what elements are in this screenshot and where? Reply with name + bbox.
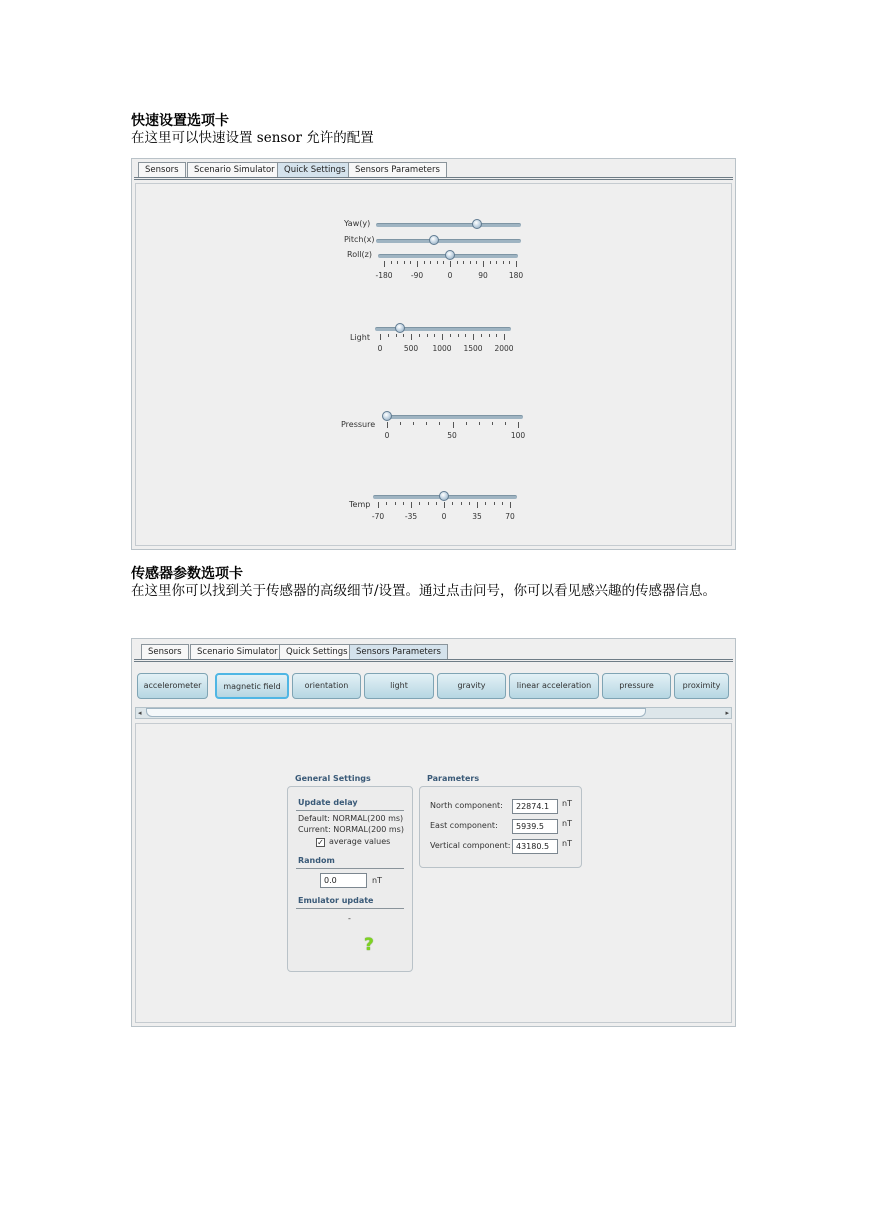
temp-slider-thumb[interactable] — [439, 491, 449, 501]
sensors-parameters-screenshot — [131, 638, 736, 1027]
tick-mark — [428, 502, 429, 505]
pressure-tick-marks — [387, 422, 518, 429]
tab-bar — [132, 159, 735, 183]
east-component-label: East component: — [430, 821, 498, 830]
tab-bar — [132, 639, 735, 663]
tick-mark — [510, 502, 511, 508]
tick-mark — [504, 334, 505, 340]
tick-mark — [395, 502, 396, 505]
quick-settings-panel — [135, 183, 732, 546]
orientation-tick-label: 0 — [447, 271, 453, 280]
current-delay-text: Current: NORMAL(200 ms) — [298, 825, 404, 834]
yaw-slider-thumb[interactable] — [472, 219, 482, 229]
tick-mark — [483, 261, 484, 267]
tick-mark — [411, 334, 412, 340]
emulator-update-value: - — [348, 914, 351, 923]
yaw-slider-track[interactable] — [376, 223, 521, 227]
orientation-tick-marks — [384, 261, 516, 268]
orientation-tick-label: -180 — [375, 271, 393, 280]
tick-mark — [386, 502, 387, 505]
tab-sensors-parameters[interactable]: Sensors Parameters — [348, 162, 447, 177]
tick-mark — [490, 261, 491, 264]
tab-sensors[interactable]: Sensors — [141, 644, 189, 659]
tick-mark — [458, 334, 459, 337]
yaw-label: Yaw(y) — [344, 219, 371, 228]
divider — [296, 908, 404, 909]
roll-slider-thumb[interactable] — [445, 250, 455, 260]
tick-mark — [518, 422, 519, 428]
update-delay-title: Update delay — [298, 798, 358, 807]
divider — [296, 868, 404, 869]
east-component-field[interactable]: 5939.5 — [512, 819, 558, 834]
tick-mark — [489, 334, 490, 337]
roll-label: Roll(z) — [347, 250, 372, 259]
pitch-label: Pitch(x) — [344, 235, 375, 244]
tick-mark — [436, 502, 437, 505]
tab-underline — [134, 177, 733, 180]
sensor-button-accelerometer[interactable]: accelerometer — [137, 673, 208, 699]
temp-tick-label: 70 — [505, 512, 515, 521]
quick-settings-heading: 快速设置选项卡 — [131, 113, 229, 129]
parameters-group — [419, 786, 582, 868]
tick-mark — [417, 261, 418, 267]
tick-mark — [444, 502, 445, 508]
parameters-title: Parameters — [427, 774, 480, 783]
sensor-button-proximity[interactable]: proximity — [674, 673, 729, 699]
light-tick-label: 1500 — [463, 344, 483, 353]
tick-mark — [503, 261, 504, 264]
north-component-field[interactable]: 22874.1 — [512, 799, 558, 814]
tab-scenario-simulator[interactable]: Scenario Simulator — [187, 162, 282, 177]
tick-mark — [434, 334, 435, 337]
tick-mark — [509, 261, 510, 264]
pressure-tick-labels — [384, 431, 526, 441]
tick-mark — [413, 422, 414, 425]
tick-mark — [469, 502, 470, 505]
tick-mark — [427, 334, 428, 337]
tick-mark — [485, 502, 486, 505]
pitch-slider-track[interactable] — [376, 239, 521, 243]
pressure-tick-label: 100 — [510, 431, 526, 440]
sensor-button-light[interactable]: light — [364, 673, 434, 699]
tick-mark — [450, 261, 451, 267]
divider — [296, 810, 404, 811]
quick-settings-description: 在这里可以快速设置 sensor 允许的配置 — [131, 130, 374, 146]
tick-mark — [502, 502, 503, 505]
sensor-parameters-panel — [135, 723, 732, 1023]
tab-sensors-parameters[interactable]: Sensors Parameters — [349, 644, 448, 659]
tick-mark — [419, 502, 420, 505]
temp-tick-label: 0 — [441, 512, 447, 521]
tick-mark — [450, 334, 451, 337]
tab-quick-settings[interactable]: Quick Settings — [277, 162, 353, 177]
random-input[interactable]: 0.0 — [320, 873, 367, 888]
random-unit: nT — [372, 876, 382, 885]
tick-mark — [470, 261, 471, 264]
quick-settings-screenshot — [131, 158, 736, 550]
general-settings-title: General Settings — [295, 774, 371, 783]
light-tick-label: 2000 — [494, 344, 514, 353]
orientation-tick-label: 180 — [508, 271, 524, 280]
random-title: Random — [298, 856, 335, 865]
tick-mark — [403, 502, 404, 505]
east-unit: nT — [562, 819, 572, 828]
tick-mark — [461, 502, 462, 505]
tick-mark — [476, 261, 477, 264]
tick-mark — [391, 261, 392, 264]
temp-tick-marks — [378, 502, 510, 509]
tick-mark — [496, 334, 497, 337]
light-tick-marks — [380, 334, 504, 341]
light-slider-thumb[interactable] — [395, 323, 405, 333]
north-component-label: North component: — [430, 801, 503, 810]
tick-mark — [410, 261, 411, 264]
light-tick-label: 500 — [403, 344, 419, 353]
sensor-button-orientation[interactable]: orientation — [292, 673, 361, 699]
north-unit: nT — [562, 799, 572, 808]
sensor-button-linear-acceleration[interactable]: linear acceleration — [509, 673, 599, 699]
tab-scenario-simulator[interactable]: Scenario Simulator — [190, 644, 285, 659]
tick-mark — [424, 261, 425, 264]
temp-tick-labels — [371, 512, 515, 522]
tick-mark — [452, 502, 453, 505]
tick-mark — [457, 261, 458, 264]
scroll-left-icon[interactable]: ◂ — [138, 709, 142, 717]
sensor-strip-scrollbar[interactable] — [135, 707, 732, 719]
sensor-button-gravity[interactable]: gravity — [437, 673, 506, 699]
tick-mark — [481, 334, 482, 337]
orientation-tick-label: -90 — [410, 271, 424, 280]
orientation-tick-labels — [375, 271, 524, 281]
tick-mark — [443, 261, 444, 264]
tick-mark — [380, 334, 381, 340]
pitch-slider-thumb[interactable] — [429, 235, 439, 245]
temp-label: Temp — [349, 500, 371, 509]
light-label: Light — [350, 333, 370, 342]
tick-mark — [437, 261, 438, 264]
tick-mark — [492, 422, 493, 425]
tick-mark — [384, 261, 385, 267]
temp-tick-label: -35 — [404, 512, 418, 521]
sensors-parameters-description: 在这里你可以找到关于传感器的高级细节/设置。通过点击问号，你可以看见感兴趣的传感器信息。 — [131, 583, 717, 599]
tick-mark — [453, 422, 454, 428]
tick-mark — [496, 261, 497, 264]
scrollbar-thumb[interactable] — [146, 708, 646, 717]
tick-mark — [466, 422, 467, 425]
tick-mark — [430, 261, 431, 264]
average-values-label: average values — [329, 837, 391, 846]
default-delay-text: Default: NORMAL(200 ms) — [298, 814, 404, 823]
pressure-slider-thumb[interactable] — [382, 411, 392, 421]
tab-underline — [134, 659, 733, 662]
pressure-tick-label: 0 — [384, 431, 390, 440]
pressure-tick-label: 50 — [447, 431, 457, 440]
vertical-component-field[interactable]: 43180.5 — [512, 839, 558, 854]
sensor-button-pressure[interactable]: pressure — [602, 673, 671, 699]
pressure-slider-track[interactable] — [384, 415, 523, 419]
tick-mark — [439, 422, 440, 425]
light-tick-labels — [377, 344, 514, 354]
light-tick-label: 0 — [377, 344, 383, 353]
tick-mark — [397, 261, 398, 264]
tick-mark — [400, 422, 401, 425]
tick-mark — [442, 334, 443, 340]
tick-mark — [403, 334, 404, 337]
orientation-tick-label: 90 — [478, 271, 488, 280]
tick-mark — [396, 334, 397, 337]
average-values-checkbox[interactable]: ✓ — [317, 838, 324, 847]
tick-mark — [477, 502, 478, 508]
light-tick-label: 1000 — [432, 344, 452, 353]
temp-tick-label: 35 — [472, 512, 482, 521]
tick-mark — [404, 261, 405, 264]
tick-mark — [473, 334, 474, 340]
tick-mark — [387, 422, 388, 428]
emulator-update-title: Emulator update — [298, 896, 374, 905]
tick-mark — [388, 334, 389, 337]
sensors-parameters-heading: 传感器参数选项卡 — [131, 566, 243, 582]
tick-mark — [465, 334, 466, 337]
tick-mark — [505, 422, 506, 425]
tick-mark — [426, 422, 427, 425]
pressure-label: Pressure — [341, 420, 376, 429]
vertical-component-label: Vertical component: — [430, 841, 511, 850]
tick-mark — [479, 422, 480, 425]
help-question-icon[interactable]: ? — [364, 935, 374, 955]
tick-mark — [516, 261, 517, 267]
tick-mark — [494, 502, 495, 505]
vertical-unit: nT — [562, 839, 572, 848]
tick-mark — [419, 334, 420, 337]
tick-mark — [411, 502, 412, 508]
scroll-right-icon[interactable]: ▸ — [725, 709, 729, 717]
general-settings-group — [287, 786, 413, 972]
temp-tick-label: -70 — [371, 512, 385, 521]
tab-sensors[interactable]: Sensors — [138, 162, 186, 177]
tick-mark — [463, 261, 464, 264]
sensor-button-magnetic-field[interactable]: magnetic field — [215, 673, 289, 699]
tab-quick-settings[interactable]: Quick Settings — [279, 644, 355, 659]
tick-mark — [378, 502, 379, 508]
